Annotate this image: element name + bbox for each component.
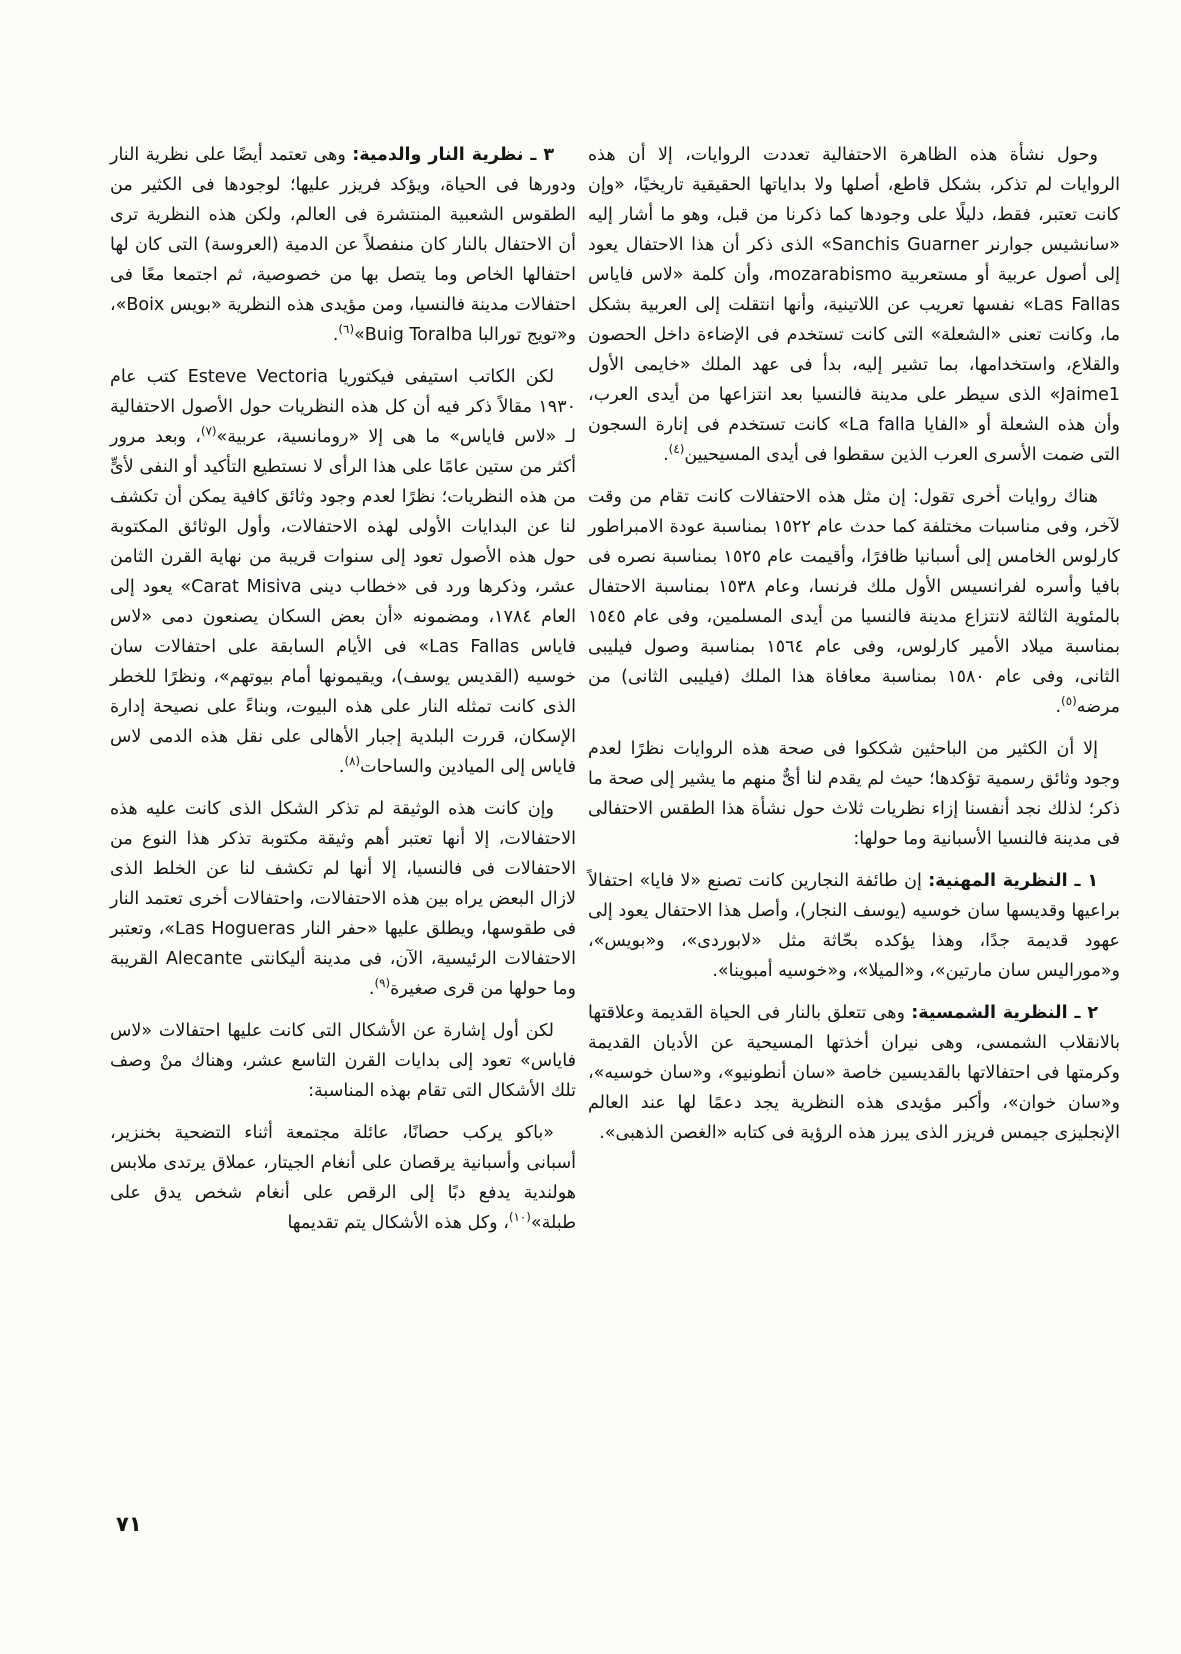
theory-heading: ٣ ـ نظرية النار والدمية: [352, 145, 554, 165]
theory-heading: ٢ ـ النظرية الشمسية: [911, 1003, 1098, 1023]
footnote-marker: (١٠) [508, 1210, 531, 1225]
paragraph-solar-theory [588, 998, 1120, 1148]
footnote-marker: (٤) [668, 442, 685, 457]
paragraph-first-reference [110, 1016, 576, 1106]
paragraph-three-theories [588, 734, 1120, 854]
paragraph-text: هناك روايات أخرى تقول: إن مثل هذه الاحتفالات كانت تقام من وقت لآخر، وفى مناسبات مختلفة كما حدث عام ١٥٢٢ بمناسبة عودة الامبراطور كارلوس الخامس إلى أسبانيا ظافرًا، وأقيمت عام ١٥٢٥ بمناسبة نصره فى بافيا وأسره لفرانسيس الأول ملك فرنسا، وعام ١٥٣٨ بمناسبة الاحتفال بالمئوية الثالثة لانتزاع مدينة فالنسيا من أيدى المسلمين، وفى عام ١٥٤٥ بمناسبة ميلاد الأمير كارلوس، وفى عام ١٥٦٤ بمناسبة وصول فيليبى الثانى، وفى عام ١٥٨٠ بمناسبة معافاة هذا الملك (فيليبى الثانى) من مرضه [588, 487, 1121, 717]
footnote-marker: (٥) [1061, 694, 1077, 709]
paragraph-tail: . [1055, 697, 1062, 717]
paragraph-text: وهى تعتمد أيضًا على نظرية النار ودورها فى الحياة، ويؤكد فريزر عليها؛ لوجودها فى الكثير من الطقوس الشعبية المنتشرة فى العالم، ولكن هذه النظرية ترى أن الاحتفال بالنار كان منفصلاً عن الدمية (العروسة) التى كان لها احتفالها الخاص وما يتصل بها من خصوصية، ثم اجتمعا معًا فى احتفالات مدينة فالنسيا، ومن مؤيدى هذه النظرية «بويس Boix»، و«تويج تورالبا Buig Toralba» [110, 145, 576, 345]
paragraph-quoted-description [110, 1118, 576, 1238]
paragraph-text: إلا أن الكثير من الباحثين شككوا فى صحة هذه الروايات نظرًا لعدم وجود وثائق رسمية تؤكدها؛ حيث لم يقدم لنا أىٌّ منهم ما يشير إلى صحة ما ذكر؛ لذلك نجد أنفسنا إزاء نظريات ثلاث حول نشأة هذا الطقس الاحتفالى فى مدينة فالنسيا الأسبانية وما حولها: [588, 739, 1120, 849]
paragraph-tail: . [338, 757, 345, 777]
footnote-marker: (٦) [338, 322, 355, 337]
paragraph-text: وحول نشأة هذه الظاهرة الاحتفالية تعددت الروايات، إلا أن هذه الروايات لم تذكر، بشكل قاطع، أصلها ولا بداياتها الحقيقية تاريخيًا، «وإن كانت تعتبر، فقط، دليلًا على وجودها كما ذكرنا من قبل، وهو ما أشار إليه «سانشيس جوارنر Sanchis Guarner» الذى ذكر أن هذا الاحتفال يعود إلى أصول عربية أو مستعربية mozarabismo، وأن كلمة «لاس فاياس Las Fallas» نفسها تعريب عن اللاتينية، وأنها انتقلت إلى العربية بشكل ما، وكانت تعنى «الشعلة» التى كانت تستخدم فى الإضاءة داخل الحصون والقلاع، واستخدامها، بما تشير إليه، بدأ فى عهد الملك «خايمى الأول Jaime1» الذى سيطر على مدينة فالنسيا بعد انتزاعها من أيدى العرب، وأن هذه الشعلة أو «الفايا La falla» كانت تستخدم فى إنارة السجون التى ضمت الأسرى العرب الذين سقطوا فى أيدى المسيحيين [588, 145, 1121, 465]
left-column [110, 140, 576, 1250]
paragraph-origins-narratives [588, 140, 1120, 470]
paragraph-document-confusion [110, 794, 576, 1004]
paragraph-text: لكن الكاتب استيفى فيكتوريا Esteve Vectoria كتب عام ١٩٣٠ مقالاً ذكر فيه أن كل هذه النظريات حول الأصول الاحتفالية لـ «لاس فاياس» ما هى إلا «رومانسية، عربية» [110, 367, 577, 447]
paragraph-esteve-vectoria [110, 362, 576, 782]
paragraph-text: وهى تتعلق بالنار فى الحياة القديمة وعلاقتها بالانقلاب الشمسى، وهى نيران أخذتها المسيحية عن الأديان القديمة وكرمتها فى احتفالاتها بالقديسين خاصة «سان أنطونيو»، و«سان خوسيه»، و«سان خوان»، وأكبر مؤيدى هذه النظرية يجد دعمًا لها عند العالم الإنجليزى جيمس فريزر الذى يبرز هذه الرؤية فى كتابه «الغصن الذهبى». [588, 1003, 1120, 1143]
paragraph-text: إن طائفة النجارين كانت تصنع «لا فايا» احتفالاً براعيها وقديسها سان خوسيه (يوسف النجار)، وأصل هذا الاحتفال يعود إلى عهود قديمة جدًا، وهذا يؤكده بحّاثة مثل «لابوردى»، و«بويس»، و«موراليس سان مارتين»، و«الميلا»، و«خوسيه أمبوينا». [588, 871, 1120, 981]
page-number: ٧١ [116, 1512, 142, 1536]
paragraph-fire-doll-theory [110, 140, 576, 350]
footnote-marker: (٩) [374, 976, 391, 991]
paragraph-text-continued: ، وبعد مرور أكثر من ستين عامًا على هذا الرأى لا نستطيع التأكيد أو النفى لأىٍّ من هذه النظريات؛ نظرًا لعدم وجود وثائق كافية يمكن أن تكشف لنا عن البدايات الأولى لهذه الاحتفالات، وأول الوثائق المكتوبة حول هذه الأصول تعود إلى سنوات قريبة من نهاية القرن الثامن عشر، وذكرها ورد فى «خطاب دينى Carat Misiva» يعود إلى العام ١٧٨٤، ومضمونه «أن بعض السكان يصنعون دمى «لاس فاياس Las Fallas» فى الأيام السابقة على احتفالات سان خوسيه (القديس يوسف)، ويقيمونها أمام بيوتهم»، ونظرًا للخطر الذى كانت تمثله النار على هذه البيوت، وبناءً على نصيحة إدارة الإسكان، قررت البلدية إجبار الأهالى على نقل هذه الدمى لاس فاياس إلى الميادين والساحات [110, 427, 577, 777]
paragraph-text: لكن أول إشارة عن الأشكال التى كانت عليها احتفالات «لاس فاياس» تعود إلى بدايات القرن التاسع عشر، وهناك منْ وصف تلك الأشكال التى تقام بهذه المناسبة: [110, 1021, 576, 1101]
footnote-marker: (٨) [344, 754, 361, 769]
theory-heading: ١ ـ النظرية المهنية: [928, 871, 1098, 891]
paragraph-other-narratives [588, 482, 1120, 722]
paragraph-tail: . [332, 325, 339, 345]
paragraph-professional-theory [588, 866, 1120, 986]
paragraph-tail: . [663, 445, 669, 465]
paragraph-tail: ، وكل هذه الأشكال يتم تقديمها [287, 1213, 509, 1233]
paragraph-tail: . [368, 979, 375, 999]
paragraph-text: وإن كانت هذه الوثيقة لم تذكر الشكل الذى كانت عليه هذه الاحتفالات، إلا أنها تعتبر أهم وثيقة مكتوبة تذكر هذا النوع من الاحتفالات فى فالنسيا، إلا أنها لم تكشف لنا عن الخلط الذى لازال البعض يراه بين هذه الاحتفالات، واحتفالات أخرى تعتمد النار فى طقوسها، ويطلق عليها «حفر النار Las Hogueras»، وتعتبر الاحتفالات الرئيسية، الآن، فى مدينة أليكانتى Alecante القريبة وما حولها من قرى صغيرة [110, 799, 576, 999]
paragraph-text: «باكو يركب حصانًا، عائلة مجتمعة أثناء التضحية بخنزير، أسبانى وأسبانية يرقصان على أنغام الجيتار، عملاق يرتدى ملابس هولندية يدفع دبًا إلى الرقص على أنغام شخص يدق على طبلة» [110, 1123, 576, 1233]
right-column [588, 140, 1120, 1160]
footnote-marker: (٧) [200, 424, 217, 439]
